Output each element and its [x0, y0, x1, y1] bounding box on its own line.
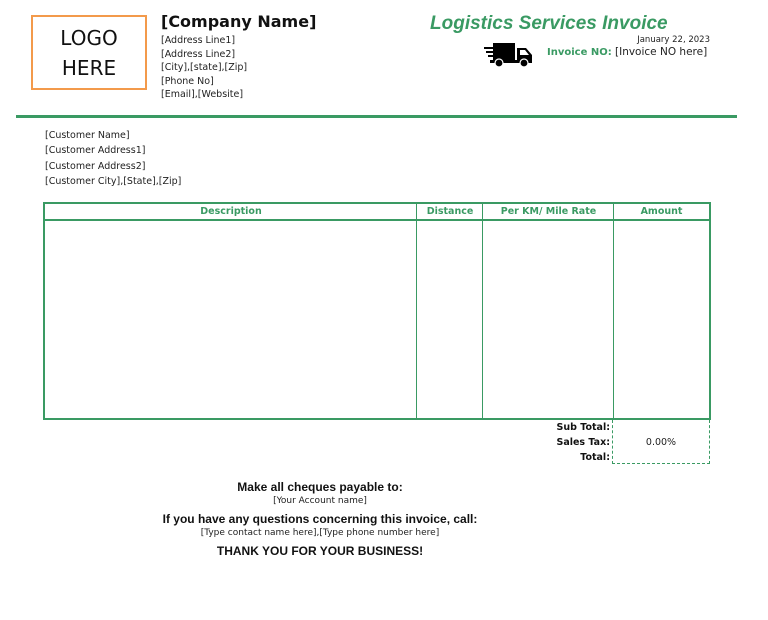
company-address: [161, 34, 247, 102]
amount-cell[interactable]: [614, 221, 709, 418]
city-state-zip: [City],[state],[Zip]: [161, 62, 248, 74]
customer-name[interactable]: [Customer Name]: [45, 130, 130, 141]
rate-cell[interactable]: [483, 221, 613, 418]
logo-placeholder: [31, 15, 147, 90]
total-label: Total:: [580, 452, 610, 463]
email-website: [Email],[Website]: [161, 89, 244, 101]
description-cell[interactable]: [45, 221, 416, 418]
column-header-description: Description: [200, 206, 262, 217]
totals-labels: [520, 420, 610, 465]
sales-tax-value[interactable]: 0.00%: [645, 437, 677, 448]
distance-cell[interactable]: [417, 221, 482, 418]
column-header-amount: Amount: [640, 206, 683, 217]
invoice-number-value[interactable]: [Invoice NO here]: [615, 46, 708, 58]
address-line-1: [Address Line1]: [161, 35, 236, 46]
totals-values: [612, 420, 710, 464]
invoice-number-label: Invoice NO:: [547, 47, 612, 58]
account-name[interactable]: [Your Account name]: [273, 496, 367, 506]
company-name: [Company Name]: [161, 12, 317, 31]
subtotal-value[interactable]: [613, 420, 709, 435]
customer-address-2[interactable]: [Customer Address2]: [45, 160, 146, 172]
total-value[interactable]: [613, 450, 709, 465]
truck-icon: [484, 40, 534, 68]
invoice-date: January 22, 2023: [637, 35, 710, 45]
column-header-distance: Distance: [426, 206, 474, 217]
phone: [Phone No]: [161, 75, 214, 87]
logo-line-1: LOGO: [60, 25, 118, 50]
invoice-title: Logistics Services Invoice: [430, 13, 668, 34]
customer-city-state-zip[interactable]: [Customer City],[State],[Zip]: [45, 175, 182, 187]
header-divider: [16, 115, 737, 118]
logo-line-2: HERE: [61, 55, 117, 80]
customer-address-1[interactable]: [Customer Address1]: [45, 145, 146, 157]
contact-info[interactable]: [Type contact name here],[Type phone number here]: [200, 528, 440, 538]
questions-heading: If you have any questions concerning this invoice, call:: [162, 512, 478, 526]
line-items-table: [43, 202, 711, 420]
customer-address-block: [45, 128, 181, 189]
subtotal-label: Sub Total:: [556, 422, 610, 433]
address-line-2: [Address Line2]: [161, 48, 236, 60]
sales-tax-label: Sales Tax:: [556, 437, 610, 448]
thank-you-message: THANK YOU FOR YOUR BUSINESS!: [216, 544, 424, 558]
cheques-heading: Make all cheques payable to:: [237, 480, 403, 494]
column-header-rate: Per KM/ Mile Rate: [500, 206, 597, 217]
table-header: [45, 204, 709, 221]
